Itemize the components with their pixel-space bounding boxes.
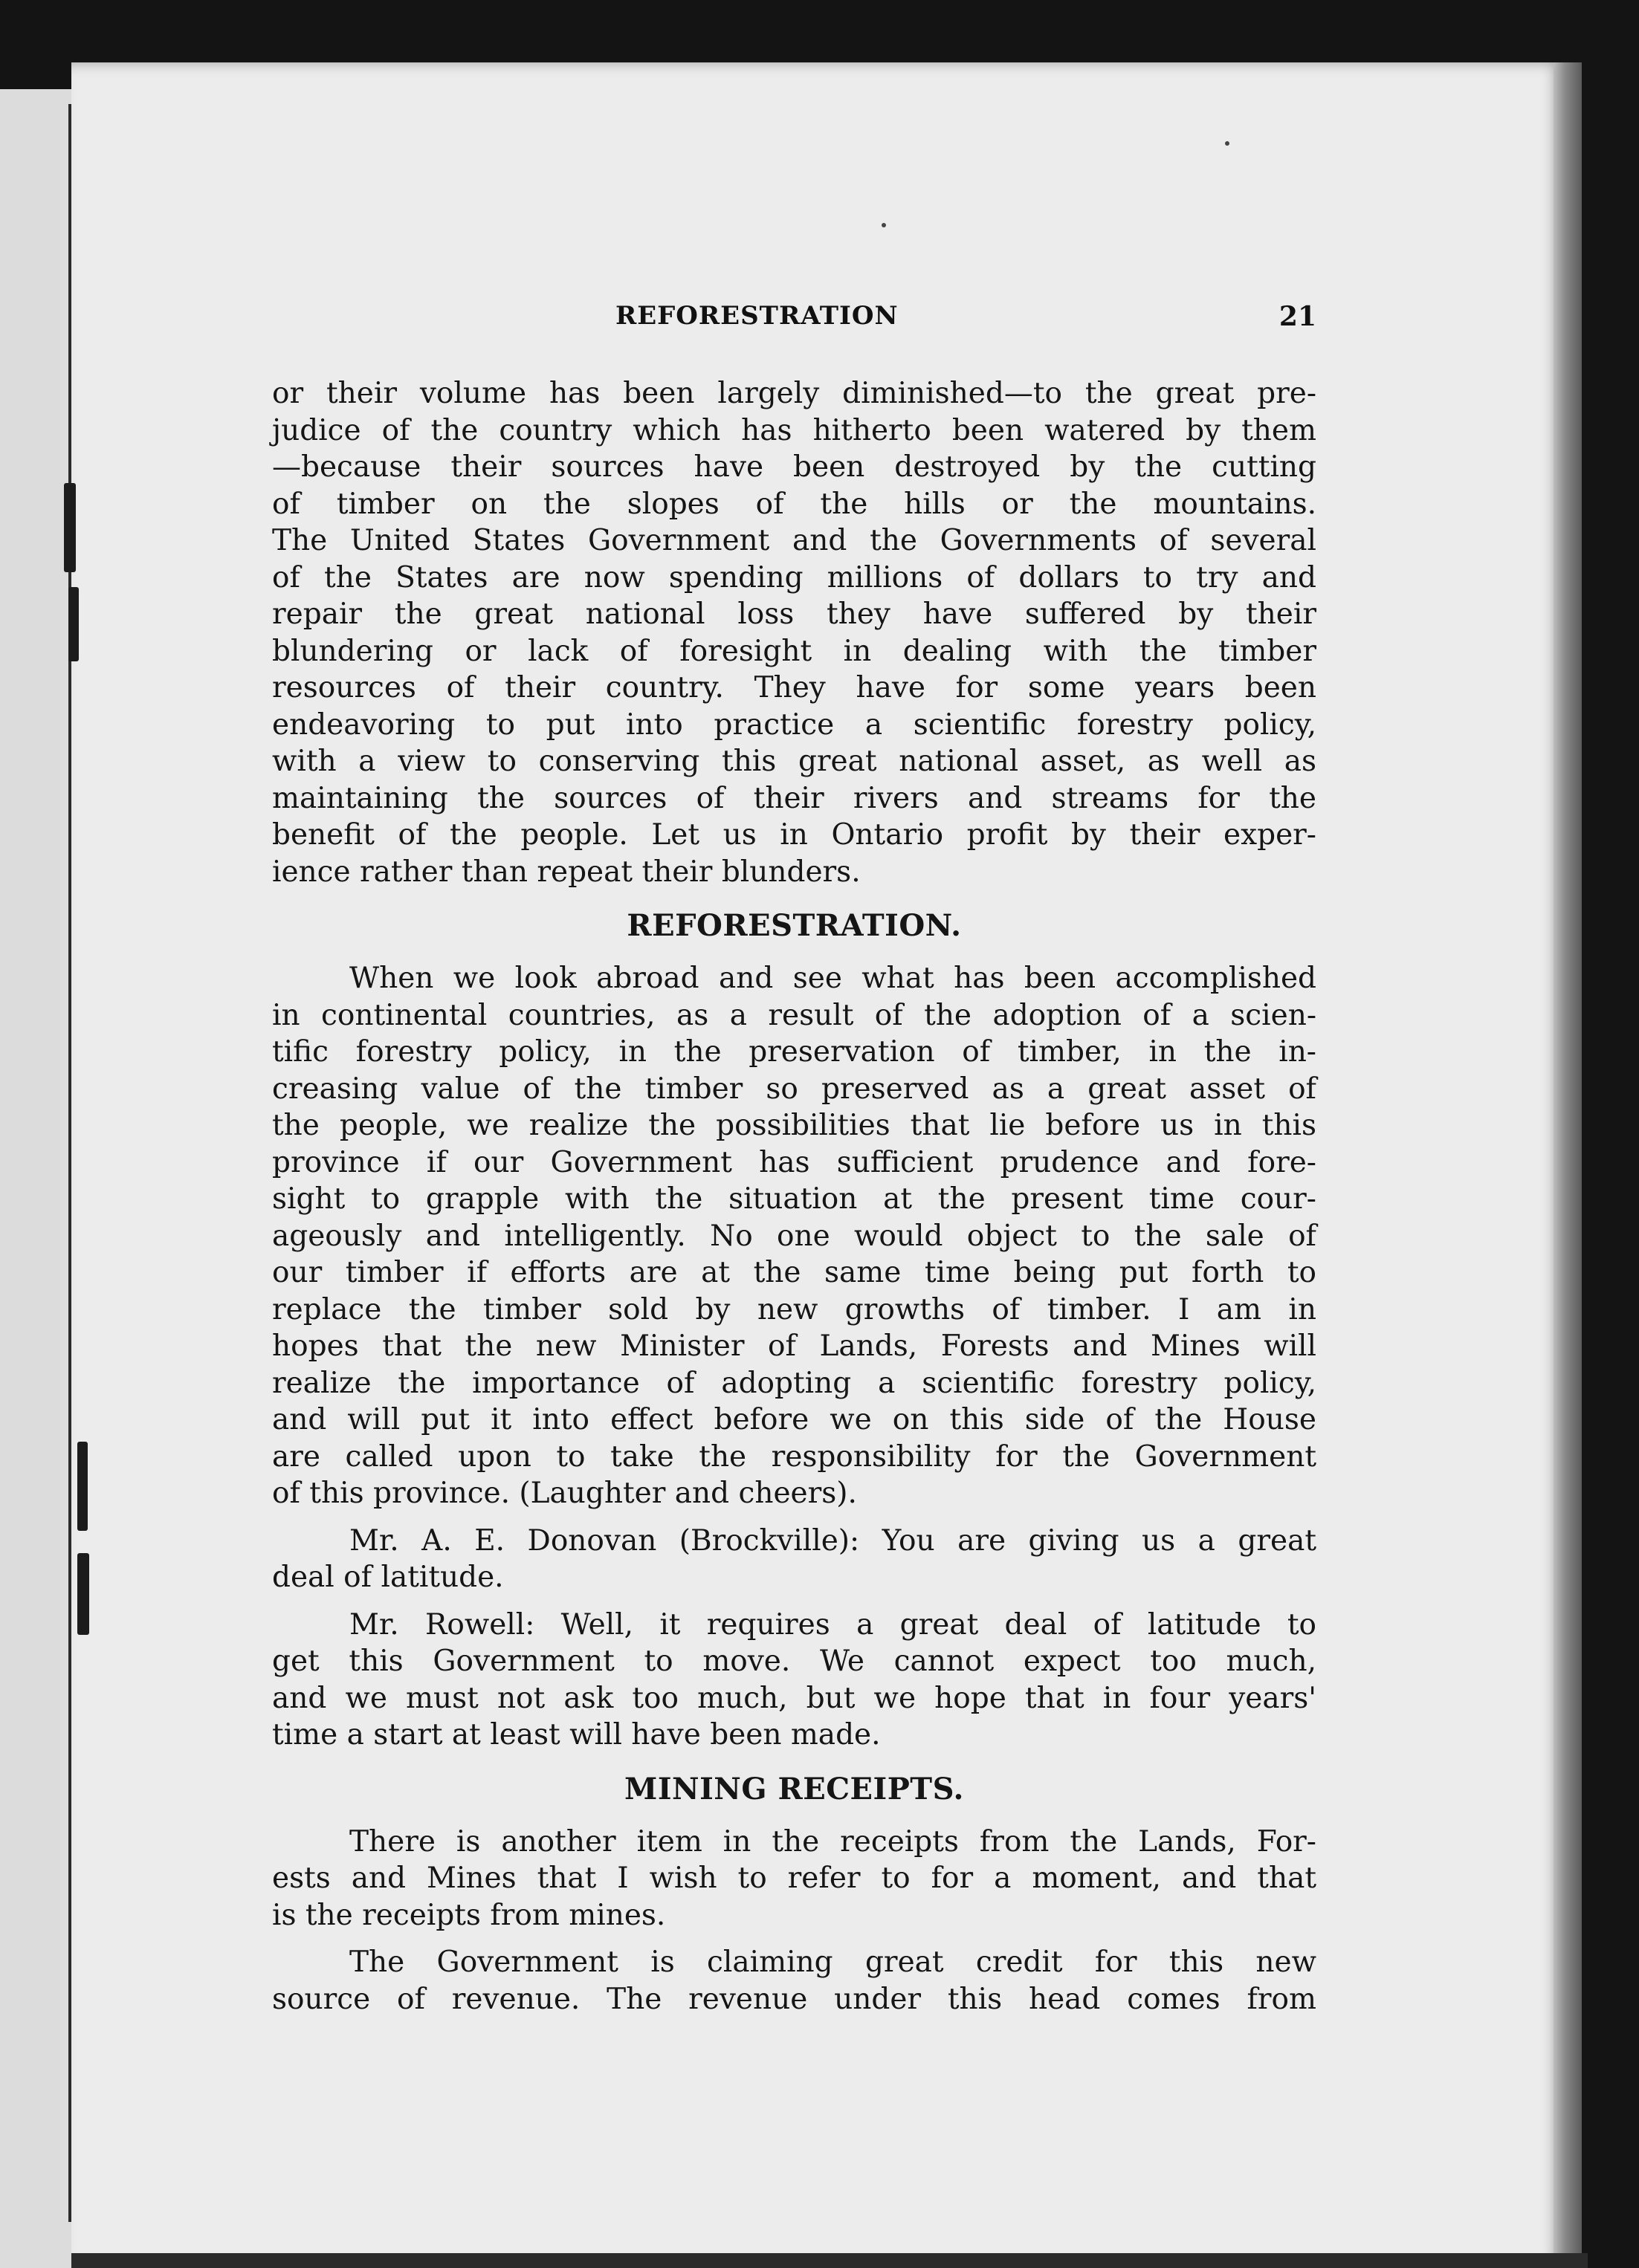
text-line: source of revenue. The revenue under this head comes from bbox=[272, 1982, 1316, 2016]
text-line: ests and Mines that I wish to refer to for a moment, and that bbox=[272, 1862, 1316, 1895]
paragraph bbox=[272, 375, 1316, 890]
text-line: maintaining the sources of their rivers and streams for the bbox=[272, 781, 1316, 815]
text-line: Mr. Rowell: Well, it requires a great deal of latitude to bbox=[349, 1607, 1316, 1642]
text-line: of the States are now spending millions of dollars to try and bbox=[272, 560, 1316, 594]
text-line: There is another item in the receipts from the Lands, For- bbox=[349, 1824, 1316, 1859]
text-line: and will put it into effect before we on this side of the House bbox=[272, 1403, 1316, 1436]
text-line: repair the great national loss they have suffered by their bbox=[272, 597, 1316, 631]
paragraph bbox=[272, 1944, 1316, 2018]
text-line: our timber if efforts are at the same time being put forth to bbox=[272, 1256, 1316, 1289]
margin-mark bbox=[64, 483, 76, 572]
text-line: are called upon to take the responsibility for the Government bbox=[272, 1439, 1316, 1474]
text-line: sight to grapple with the situation at the present time cour- bbox=[272, 1182, 1316, 1216]
text-line: of this province. (Laughter and cheers). bbox=[272, 1477, 857, 1510]
page-header bbox=[272, 301, 1316, 338]
text-line: The Government is claiming great credit for this new bbox=[349, 1945, 1316, 1979]
paragraph bbox=[272, 960, 1316, 1512]
text-line: benefit of the people. Let us in Ontario profit by their exper- bbox=[272, 818, 1316, 852]
text-line: and we must not ask too much, but we hope that in four years' bbox=[272, 1681, 1316, 1715]
paragraph bbox=[272, 1523, 1316, 1596]
text-line: resources of their country. They have for some years been bbox=[272, 671, 1316, 704]
text-line: creasing value of the timber so preserved as a great asset of bbox=[272, 1072, 1316, 1106]
paragraph bbox=[272, 1607, 1316, 1754]
text-line: tific forestry policy, in the preservation of timber, in the in- bbox=[272, 1035, 1316, 1069]
page-bottom-edge bbox=[71, 2253, 1588, 2268]
margin-mark bbox=[77, 1553, 89, 1635]
text-line: blundering or lack of foresight in dealing with the timber bbox=[272, 634, 1316, 668]
text-line: of timber on the slopes of the hills or the mountains. bbox=[272, 487, 1316, 521]
text-line: or their volume has been largely diminished—to the great pre- bbox=[272, 377, 1316, 410]
text-line: The United States Government and the Governments of several bbox=[272, 524, 1316, 557]
text-line: Mr. A. E. Donovan (Brockville): You are giving us a great bbox=[349, 1523, 1316, 1558]
text-line: with a view to conserving this great national asset, as well as bbox=[272, 745, 1316, 778]
text-line: get this Government to move. We cannot expect too much, bbox=[272, 1645, 1316, 1678]
text-line: hopes that the new Minister of Lands, Forests and Mines will bbox=[272, 1329, 1316, 1363]
speck bbox=[1225, 141, 1229, 146]
text-line: deal of latitude. bbox=[272, 1561, 504, 1594]
body-text bbox=[272, 375, 1316, 2018]
text-line: endeavoring to put into practice a scientific forestry policy, bbox=[272, 707, 1316, 742]
facing-page-edge bbox=[0, 89, 74, 2268]
text-line: realize the importance of adopting a scientific forestry policy, bbox=[272, 1366, 1316, 1400]
text-line: —because their sources have been destroyed by the cutting bbox=[272, 450, 1316, 484]
page-number: 21 bbox=[1278, 301, 1316, 332]
text-line: in continental countries, as a result of the adoption of a scien- bbox=[272, 998, 1316, 1032]
margin-mark bbox=[77, 1442, 88, 1531]
text-line: ageously and intelligently. No one would object to the sale of bbox=[272, 1219, 1316, 1253]
text-line: ience rather than repeat their blunders. bbox=[272, 855, 861, 889]
speck bbox=[882, 223, 886, 227]
text-line: When we look abroad and see what has been accomplished bbox=[349, 962, 1316, 995]
running-title: REFORESTRATION bbox=[615, 301, 899, 331]
text-line: judice of the country which has hitherto been watered by them bbox=[272, 413, 1316, 447]
paragraph bbox=[272, 1824, 1316, 1934]
section-heading-reforestration: REFORESTRATION. bbox=[627, 908, 962, 943]
text-line: replace the timber sold by new growths of timber. I am in bbox=[272, 1292, 1316, 1326]
text-line: time a start at least will have been made. bbox=[272, 1718, 881, 1752]
page-fore-edge bbox=[1554, 62, 1582, 2268]
margin-mark bbox=[68, 587, 79, 661]
text-line: is the receipts from mines. bbox=[272, 1898, 666, 1932]
section-heading-mining-receipts: MINING RECEIPTS. bbox=[624, 1771, 964, 1807]
text-line: province if our Government has sufficient prudence and fore- bbox=[272, 1145, 1316, 1179]
text-line: the people, we realize the possibilities that lie before us in this bbox=[272, 1109, 1316, 1142]
